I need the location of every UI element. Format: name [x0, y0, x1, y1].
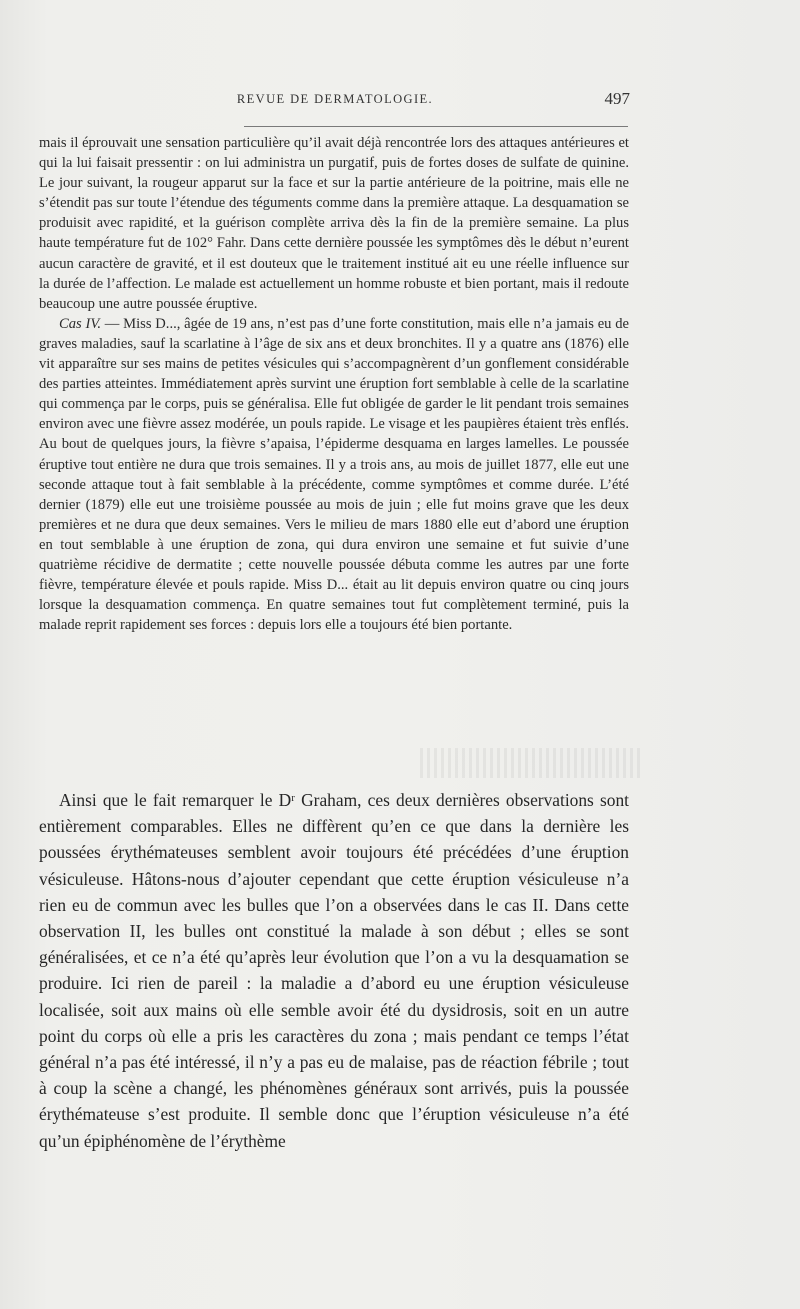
case-text: — Miss D..., âgée de 19 ans, n’est pas d’une forte constitution, mais elle n’a jamais eu de graves maladies, sauf la scarlatine à l’âge de six ans et deux bronchites. Il y a quatre ans (1876) elle vit apparaître sur ses mains de petites vésicules qui s’accompagnèrent d’un gonflement considérable des parties atteintes. Immédiatement après survint une éruption fort semblable à celle de la scarlatine qui commença par le corps, puis se généralisa. Elle fut obligée de garder le lit pendant trois semaines environ avec une fièvre assez modérée, un pouls rapide. Le visage et les paupières étaient très enflés. Au bout de quelques jours, la fièvre s’apaisa, l’épiderme desquama en larges lamelles. Le poussée éruptive tout entière ne dura que trois semaines. Il y a trois ans, au mois de juillet 1877, elle eut une seconde attaque tout à fait semblable à la précédente, comme symptômes et comme durée. L’été dernier (1879) elle eut une troisième poussée au mois de juin ; elle fut moins grave que les deux premières et ne dura que deux semaines. Vers le milieu de mars 1880 elle eut d’abord une éruption en tout semblable à une éruption de zona, qui dura environ une semaine et fut suivie d’une quatrième récidive de dermatite ; cette nouvelle poussée débuta comme les autres par une forte fièvre, température élevée et pouls rapide. Miss D... était au lit depuis environ quatre ou cinq jours lorsque la desquamation commença. En quatre semaines tout fut complètement terminé, puis la malade reprit rapidement ses forces : depuis lors elle a toujours été bien portante. [39, 315, 629, 634]
case-iv-paragraph [39, 314, 629, 636]
small-print-block [39, 133, 629, 635]
running-title: REVUE DE DERMATOLOGIE. [236, 92, 434, 106]
continuation-paragraph: mais il éprouvait une sensation particulière qu’il avait déjà rencontrée lors des attaques antérieures et qui la lui faisait pressentir : on lui administra un purgatif, puis de fortes doses de sulfate de quinine. Le jour suivant, la rougeur apparut sur la face et sur la partie antérieure de la poitrine, mais elle ne s’étendit pas sur toute l’étendue des téguments comme dans la première attaque. La desquamation se produisit avec rapidité, et la guérison complète arriva dès la fin de la première semaine. La plus haute température fut de 102° Fahr. Dans cette dernière poussée les symptômes dès le début n’eurent aucun caractère de gravité, et il est douteux que le traitement institué ait eu une réelle influence sur la durée de l’affection. Le malade est actuellement un homme robuste et bien portant, mais il redoute beaucoup une autre poussée éruptive. [39, 135, 629, 312]
header-rule [244, 126, 628, 127]
body-text-block [39, 787, 629, 1154]
page-number: 497 [604, 89, 630, 108]
body-paragraph: Ainsi que le fait remarquer le Dʳ Graham, ces deux dernières observations sont entièrement comparables. Elles ne diffèrent qu’en ce que dans la dernière les poussées érythémateuses semblent avoir toujours été précédées d’une éruption vésiculeuse. Hâtons-nous d’ajouter cependant que cette éruption vésiculeuse n’a rien eu de commun avec les bulles que l’on a observées dans le cas II. Dans cette observation II, les bulles ont constitué la malade à son début ; elles se sont généralisées, et ce n’a été qu’après leur évolution que l’on a vu la desquamation se produire. Ici rien de pareil : la maladie a d’abord eu une éruption vésiculeuse localisée, soit aux mains où elle semble avoir été du dysidrosis, soit en un autre point du corps où elle a pris les caractères du zona ; mais pendant ce temps l’état général n’a pas été intéressé, il n’y a pas eu de malaise, pas de réaction fébrile ; tout à coup la scène a changé, les phénomènes généraux sont arrivés, puis la poussée érythémateuse s’est produite. Il semble donc que l’éruption vésiculeuse n’a été qu’un épiphénomène de l’érythème [39, 790, 629, 1151]
page-header [40, 89, 630, 114]
case-label: Cas IV. [59, 315, 102, 332]
bleed-through-mark [420, 748, 640, 778]
